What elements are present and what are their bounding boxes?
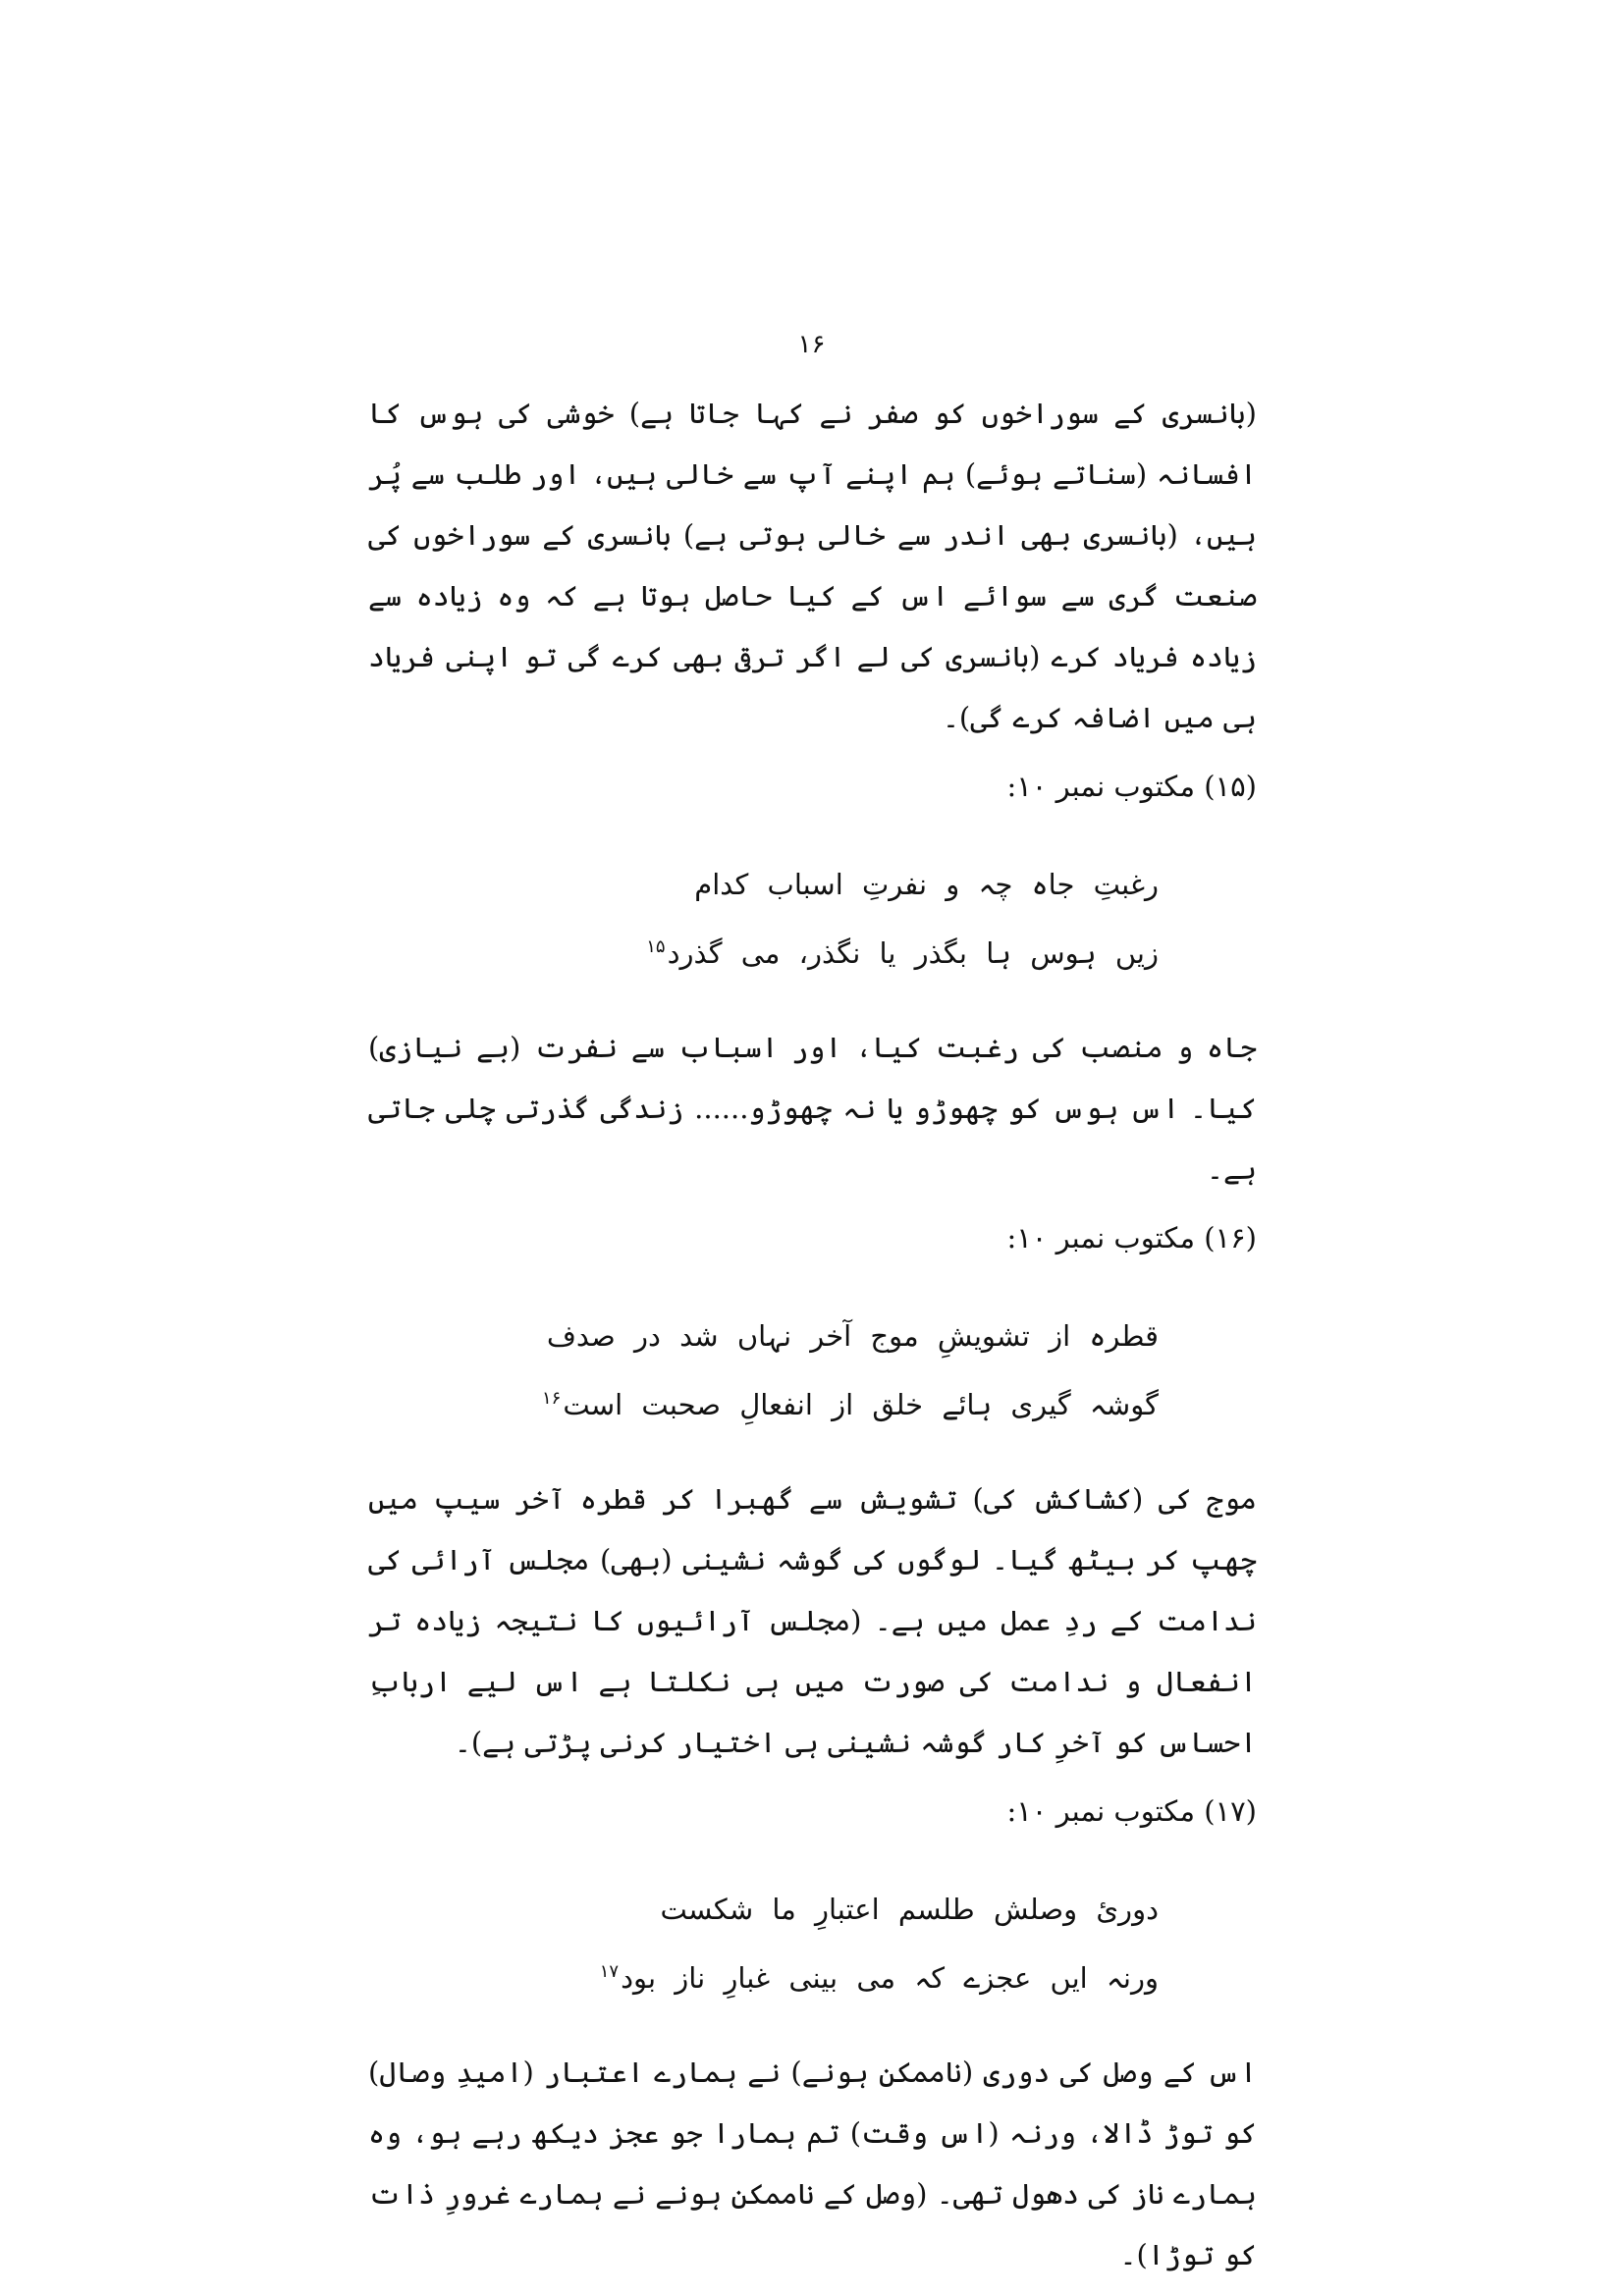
verse-text: دوریٔ وصلش طلسم اعتبارِ ما شکست <box>660 1893 1159 1926</box>
verse-translation: اس کے وصل کی دوری (ناممکن ہونے) نے ہمارے اعتبار (امیدِ وصال) کو توڑ ڈالا، ورنہ (اس وقت) تم ہمارا جو عجز دیکھ رہے ہو، وہ ہمارے ناز کی دھول تھی۔ (وصل کے ناممکن ہونے نے ہمارے غرورِ ذات کو توڑا)۔ <box>368 2056 1257 2271</box>
verse-line <box>466 919 1159 988</box>
footnote-marker: ۱۵ <box>646 936 666 958</box>
verse-line <box>466 1302 1159 1370</box>
footnote-marker: ۱۶ <box>542 1388 562 1410</box>
letter-section-15 <box>368 756 1257 1200</box>
footnote-marker: ۱۷ <box>599 1961 620 1983</box>
verse-line <box>466 1944 1159 2012</box>
verse-text: گوشہ گیری ہائے خلق از انفعالِ صحبت است <box>563 1388 1159 1421</box>
letter-section-17 <box>368 1781 1257 2285</box>
persian-verse <box>466 1875 1159 2012</box>
persian-verse <box>466 850 1159 988</box>
letter-heading: (۱۵) مکتوب نمبر ۱۰: <box>1006 770 1257 803</box>
verse-translation: جاہ و منصب کی رغبت کیا، اور اسباب سے نفرت (بے نیازی) کیا۔ اس ہوس کو چھوڑو یا نہ چھوڑو...... زندگی گذرتی چلی جاتی ہے۔ <box>368 1031 1257 1186</box>
verse-line <box>466 1370 1159 1439</box>
letter-heading: (۱۷) مکتوب نمبر ۱۰: <box>1006 1794 1257 1828</box>
verse-line <box>466 850 1159 919</box>
verse-translation: موج کی (کشاکش کی) تشویش سے گھبرا کر قطرہ آخر سیپ میں چھپ کر بیٹھ گیا۔ لوگوں کی گوشہ نشینی (بھی) مجلس آرائی کی ندامت کے ردِ عمل میں ہے۔ (مجلس آرائیوں کا نتیجہ زیادہ تر انفعال و ندامت کی صورت میں ہی نکلتا ہے اس لیے اربابِ احساس کو آخرِ کار گوشہ نشینی ہی اختیار کرنی پڑتی ہے)۔ <box>368 1482 1257 1759</box>
persian-verse <box>466 1302 1159 1439</box>
letter-section-16 <box>368 1207 1257 1773</box>
verse-text: رغبتِ جاہ چہ و نفرتِ اسباب کدام <box>694 868 1159 901</box>
verse-text: ورنہ ایں عجزے کہ می بینی غبارِ ناز بود <box>621 1961 1159 1995</box>
verse-text: زیں ہوس ہا بگذر یا نگذر، می گذرد <box>667 936 1159 970</box>
page-content <box>368 383 1257 2285</box>
verse-text: قطرہ از تشویشِ موج آخر نہاں شد در صدف <box>546 1319 1159 1353</box>
verse-line <box>466 1875 1159 1944</box>
letter-heading: (۱۶) مکتوب نمبر ۱۰: <box>1006 1221 1257 1255</box>
intro-paragraph: (بانسری کے سوراخوں کو صفر نے کہا جاتا ہے) خوشی کی ہوس کا افسانہ (سناتے ہوئے) ہم اپنے آپ سے خالی ہیں، اور طلب سے پُر ہیں، (بانسری بھی اندر سے خالی ہوتی ہے) بانسری کے سوراخوں کی صنعت گری سے سوائے اس کے کیا حاصل ہوتا ہے کہ وہ زیادہ سے زیادہ فریاد کرے (بانسری کی لے اگر ترقی بھی کرے گی تو اپنی فریاد ہی میں اضافہ کرے گی)۔ <box>368 397 1257 734</box>
page-number: ۱۶ <box>797 330 826 359</box>
